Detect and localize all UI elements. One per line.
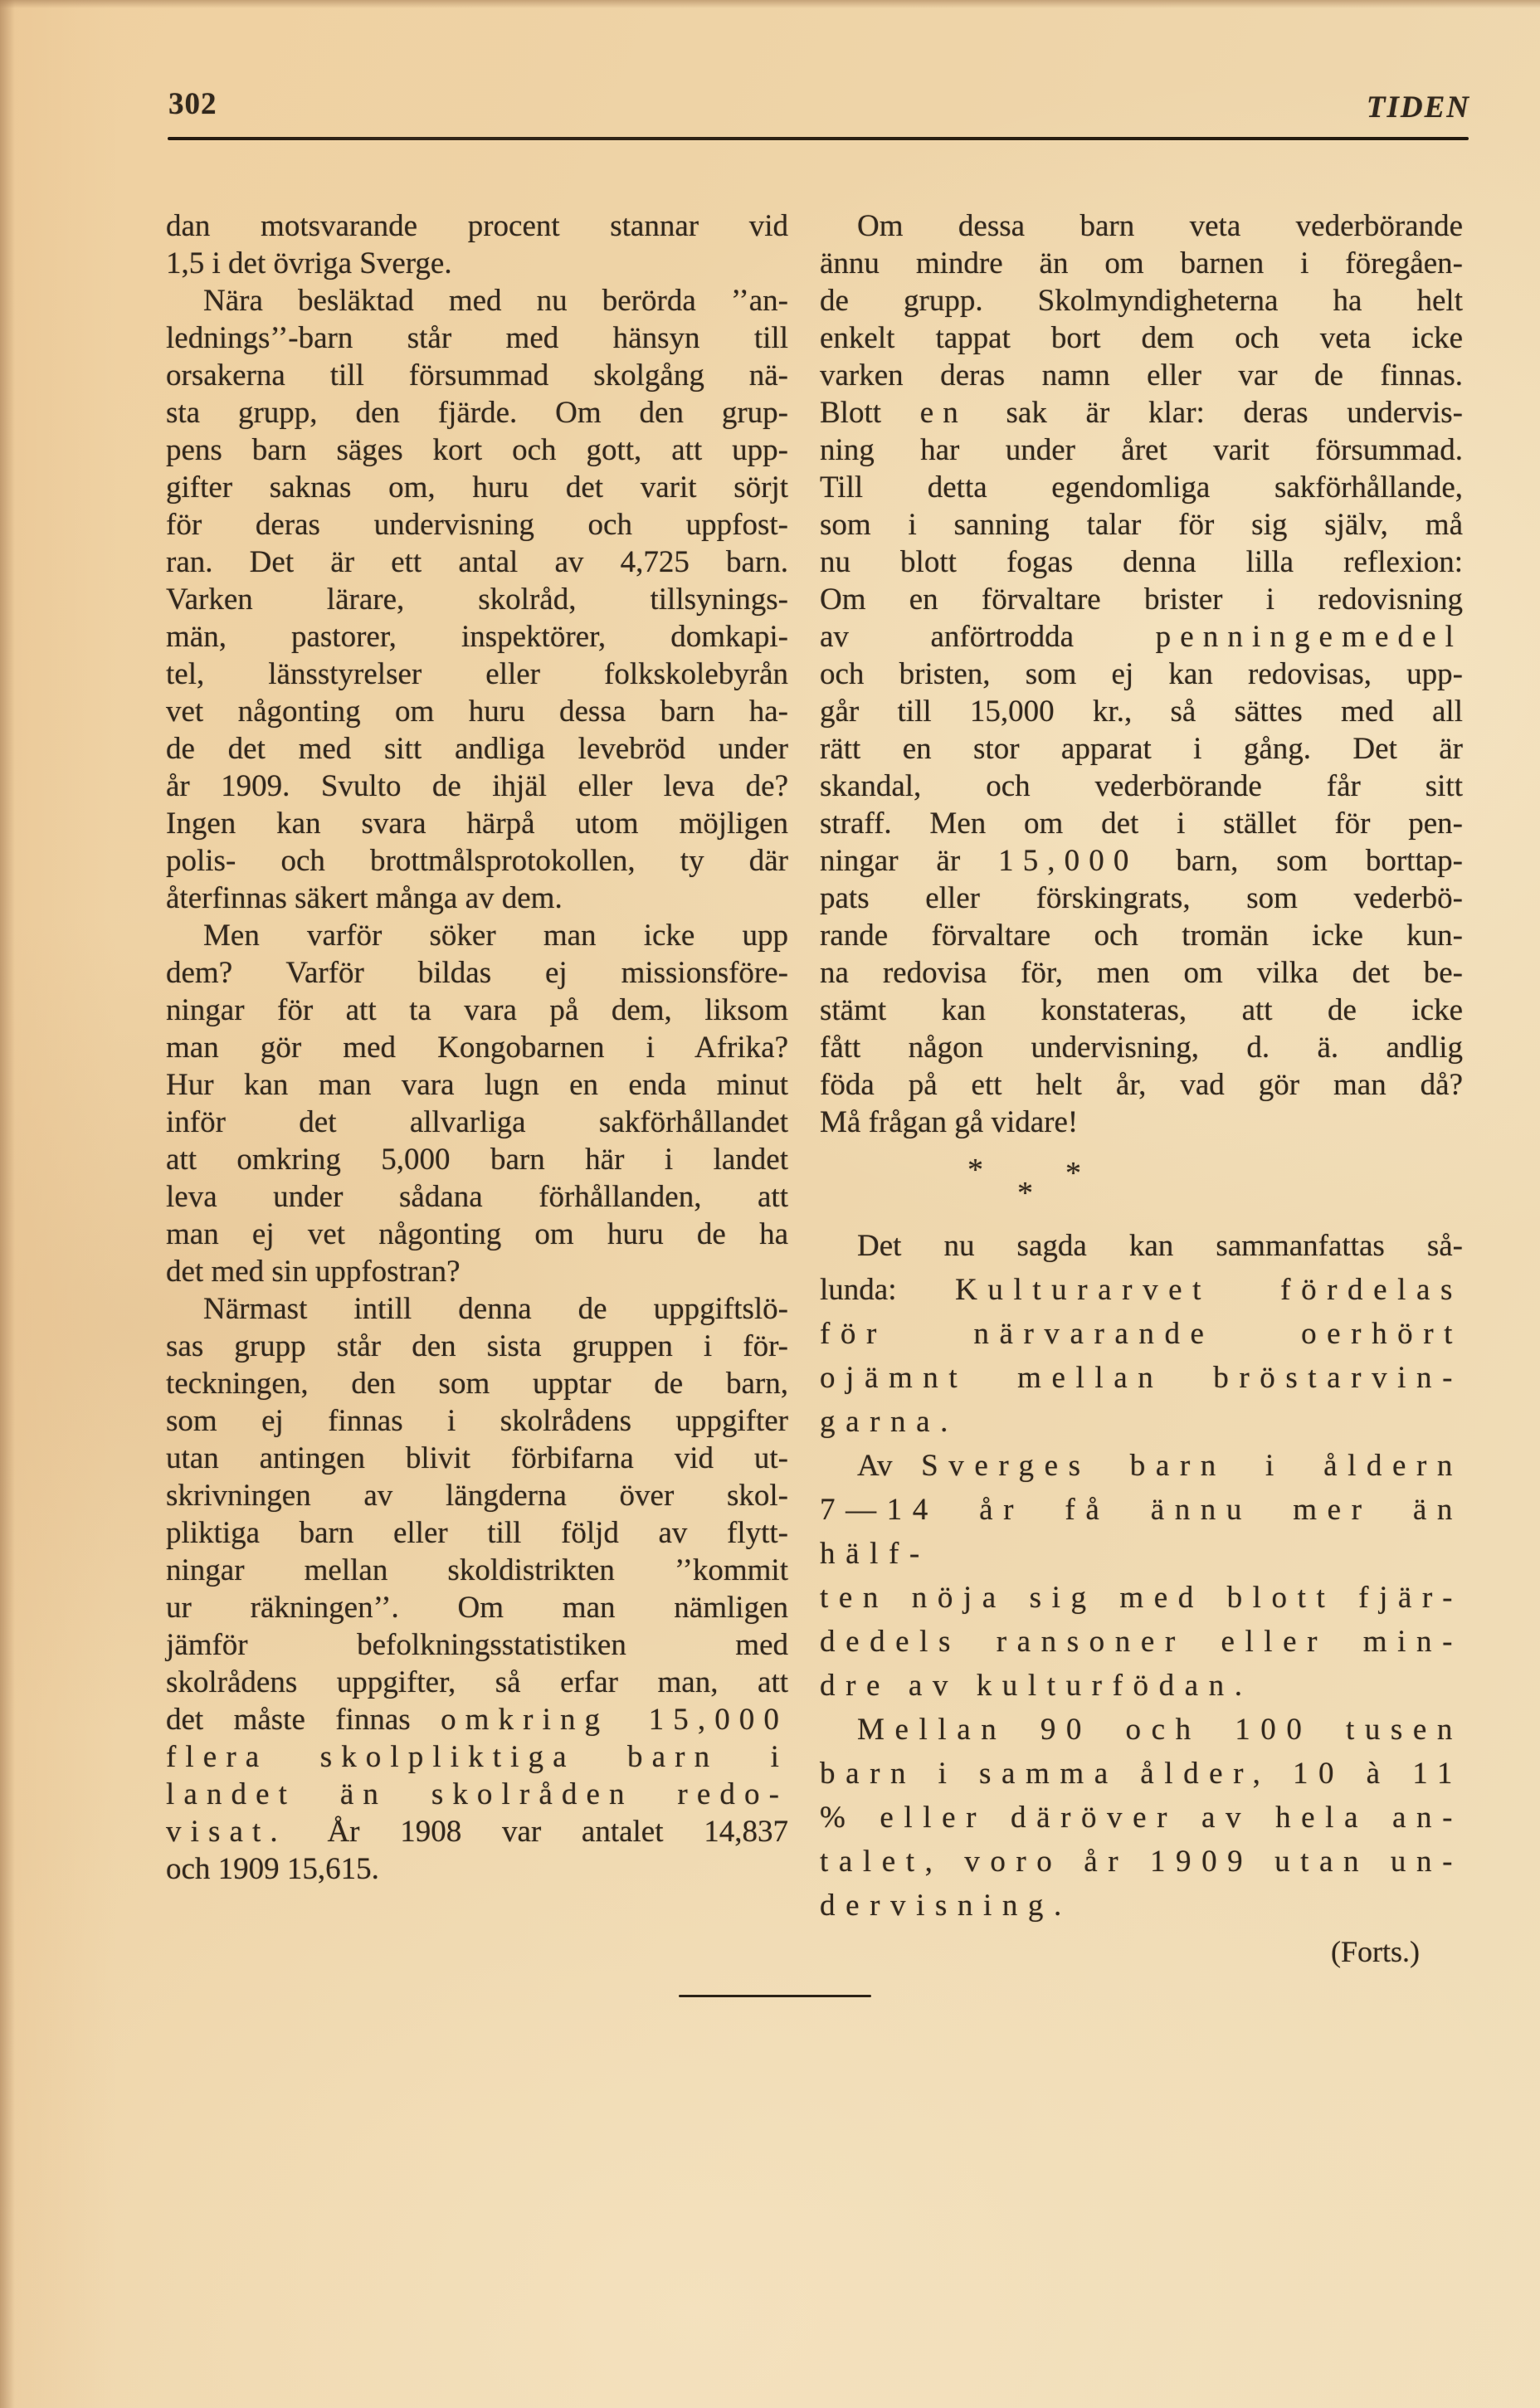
letterspaced-emphasis: barn i samma ålder, 10 à 11 <box>820 1757 1463 1791</box>
paragraph <box>166 1290 788 1888</box>
text-line <box>166 1776 788 1813</box>
text-segment: ur räkningen’’. Om man nämligen <box>166 1591 788 1625</box>
text-segment: lednings’’-barn står med hänsyn till <box>166 321 788 355</box>
text-segment: för deras undervisning och uppfost- <box>166 508 788 542</box>
letterspaced-emphasis: dre av kulturfödan. <box>820 1669 1253 1703</box>
text-segment: Det nu sagda kan sammanfattas så- <box>857 1229 1463 1263</box>
letterspaced-emphasis: Kulturarvet fördelas <box>955 1273 1463 1307</box>
text-segment: stämt kan konstateras, att de icke <box>820 993 1463 1027</box>
text-segment: ran. Det är ett antal av 4,725 barn. <box>166 545 788 579</box>
text-segment: år 1909. Svulto de ihjäl eller leva de? <box>166 769 788 803</box>
letterspaced-emphasis: % eller däröver av hela an- <box>820 1801 1463 1835</box>
text-line <box>166 1402 788 1440</box>
article-end-rule <box>679 1995 871 1997</box>
letterspaced-emphasis: talet, voro år 1909 utan un- <box>820 1845 1463 1879</box>
text-segment: skolrådens uppgifter, så erfar man, att <box>166 1665 788 1699</box>
text-segment: Till detta egendomliga sakförhållande, <box>820 470 1463 505</box>
text-line <box>166 1477 788 1514</box>
text-line <box>166 842 788 880</box>
text-segment: jämför befolkningsstatistiken med <box>166 1628 788 1662</box>
text-line <box>166 431 788 469</box>
text-segment: de grupp. Skolmyndigheterna ha helt <box>820 284 1463 318</box>
text-segment: leva under sådana förhållanden, att <box>166 1180 788 1214</box>
text-segment: dan motsvarande procent stannar vid <box>166 209 788 243</box>
text-line <box>166 1813 788 1850</box>
asterisk-separator <box>820 1141 1463 1224</box>
text-segment: Må frågan gå vidare! <box>820 1105 1079 1139</box>
text-line <box>166 1440 788 1477</box>
text-line <box>166 1626 788 1664</box>
letterspaced-emphasis: penningemedel <box>1155 620 1463 654</box>
letterspaced-emphasis: ten nöja sig med blott fjär- <box>820 1581 1463 1615</box>
text-segment: ningar är <box>820 844 999 878</box>
header-rule <box>168 137 1469 140</box>
text-line <box>820 1029 1463 1066</box>
text-segment: tel, länsstyrelser eller folkskolebyrån <box>166 657 788 691</box>
text-line <box>820 805 1463 842</box>
paragraph <box>166 282 788 917</box>
text-line <box>820 431 1463 469</box>
paragraph <box>820 207 1463 1141</box>
text-line <box>820 693 1463 730</box>
paragraph <box>166 917 788 1290</box>
text-line <box>166 1290 788 1328</box>
text-line <box>820 1752 1463 1796</box>
text-segment: År 1908 var antalet 14,837 <box>286 1815 788 1849</box>
text-segment: skrivningen av längderna över skol- <box>166 1479 788 1513</box>
text-segment: Blott <box>820 396 920 430</box>
text-line <box>166 768 788 805</box>
text-segment: ning har under året varit försummad. <box>820 433 1463 467</box>
paragraph <box>166 207 788 282</box>
letterspaced-emphasis: flera skolpliktiga barn i <box>166 1740 788 1774</box>
text-line <box>166 544 788 581</box>
text-line <box>820 880 1463 917</box>
text-line <box>166 730 788 768</box>
text-line <box>820 917 1463 954</box>
text-segment: föda på ett helt år, vad gör man då? <box>820 1068 1463 1102</box>
text-line <box>166 207 788 245</box>
journal-title: TIDEN <box>1366 90 1470 124</box>
text-segment: män, pastorer, inspektörer, domkapi- <box>166 620 788 654</box>
text-segment: straff. Men om det i stället för pen- <box>820 807 1463 841</box>
text-segment: Av <box>857 1449 922 1483</box>
letterspaced-emphasis: en <box>919 396 967 430</box>
text-line <box>820 1066 1463 1104</box>
text-segment: orsakerna till försummad skolgång nä- <box>166 358 788 392</box>
text-segment: går till 15,000 kr., så sättes med all <box>820 695 1463 729</box>
text-line <box>820 1708 1463 1752</box>
text-line <box>820 1400 1463 1444</box>
asterisk-icon: * <box>1017 1176 1033 1211</box>
letterspaced-emphasis: landet än skolråden redo- <box>166 1777 788 1811</box>
text-line <box>820 1488 1463 1576</box>
text-line <box>166 1514 788 1552</box>
text-segment: lunda: <box>820 1273 956 1307</box>
text-line <box>820 282 1463 319</box>
text-segment: teckningen, den som upptar de barn, <box>166 1367 788 1401</box>
asterisk-icon: * <box>1065 1156 1081 1191</box>
paragraph <box>820 1708 1463 1928</box>
text-line <box>166 1253 788 1290</box>
text-segment: som ej finnas i skolrådens uppgifter <box>166 1404 788 1438</box>
text-segment: Ingen kan svara härpå utom möjligen <box>166 807 788 841</box>
text-segment: Om dessa barn veta vederbörande <box>857 209 1463 243</box>
letterspaced-emphasis: visat. <box>166 1815 287 1849</box>
text-line <box>166 1328 788 1365</box>
text-line <box>166 1029 788 1066</box>
letterspaced-emphasis: Mellan 90 och 100 tusen <box>857 1713 1463 1747</box>
text-line <box>166 282 788 319</box>
text-segment: Nära besläktad med nu berörda ’’an- <box>203 284 788 318</box>
text-line <box>166 1738 788 1776</box>
text-line <box>166 1141 788 1178</box>
text-line <box>820 469 1463 506</box>
text-segment: det måste finnas <box>166 1703 441 1737</box>
text-segment: inför det allvarliga sakförhållandet <box>166 1105 788 1139</box>
text-line <box>166 1850 788 1888</box>
text-line <box>166 581 788 618</box>
text-line <box>166 469 788 506</box>
text-line <box>820 842 1463 880</box>
text-segment: vet någonting om huru dessa barn ha- <box>166 695 788 729</box>
text-line <box>166 954 788 992</box>
text-line <box>820 394 1463 431</box>
text-line <box>166 917 788 954</box>
text-segment: utan antingen blivit förbifarna vid ut- <box>166 1441 788 1475</box>
text-line <box>820 954 1463 992</box>
text-segment: att omkring 5,000 barn här i landet <box>166 1143 788 1177</box>
text-segment: sas grupp står den sista gruppen i för- <box>166 1329 788 1363</box>
page-number: 302 <box>168 87 217 121</box>
text-segment: de det med sitt andliga levebröd under <box>166 732 788 766</box>
text-line <box>820 357 1463 394</box>
text-line <box>820 1664 1463 1708</box>
text-line <box>820 1796 1463 1840</box>
text-line <box>166 656 788 693</box>
text-line <box>166 319 788 357</box>
text-line <box>166 693 788 730</box>
text-line <box>166 394 788 431</box>
paragraph <box>820 1444 1463 1708</box>
text-line <box>820 1884 1463 1928</box>
text-segment: Varken lärare, skolråd, tillsynings- <box>166 583 788 617</box>
text-line <box>820 1224 1463 1268</box>
text-segment: 1,5 i det övriga Sverge. <box>166 246 452 280</box>
letterspaced-emphasis: 15,000 <box>998 844 1138 878</box>
text-segment: som i sanning talar för sig själv, må <box>820 508 1463 542</box>
text-line <box>820 581 1463 618</box>
text-segment: ningar för att ta vara på dem, liksom <box>166 993 788 1027</box>
text-line <box>166 880 788 917</box>
letterspaced-emphasis: Sverges barn i åldern <box>921 1449 1463 1483</box>
text-line <box>166 1365 788 1402</box>
text-segment: fått någon undervisning, d. ä. andlig <box>820 1031 1463 1065</box>
text-segment: återfinnas säkert många av dem. <box>166 881 563 915</box>
text-line <box>820 992 1463 1029</box>
text-segment: rätt en stor apparat i gång. Det är <box>820 732 1463 766</box>
text-segment: och 1909 15,615. <box>166 1852 379 1886</box>
text-line <box>166 805 788 842</box>
text-line <box>820 1268 1463 1312</box>
text-segment: sta grupp, den fjärde. Om den grup- <box>166 396 788 430</box>
text-line <box>166 1664 788 1701</box>
asterisk-icon: * <box>967 1153 983 1187</box>
text-line <box>166 618 788 656</box>
text-segment: rande förvaltare och tromän icke kun- <box>820 919 1463 953</box>
text-segment: varken deras namn eller var de finnas. <box>820 358 1463 392</box>
text-line <box>166 506 788 544</box>
text-segment: ännu mindre än om barnen i föregåen- <box>820 246 1463 280</box>
text-segment: pats eller förskingrats, som vederbö- <box>820 881 1463 915</box>
text-line <box>166 1589 788 1626</box>
text-line <box>820 1104 1463 1141</box>
text-segment: av anförtrodda <box>820 620 1156 654</box>
text-line <box>820 1312 1463 1356</box>
letterspaced-emphasis: dervisning. <box>820 1889 1072 1923</box>
text-line <box>166 245 788 282</box>
text-segment: gifter saknas om, huru det varit sörjt <box>166 470 788 505</box>
text-line <box>820 730 1463 768</box>
text-line <box>166 992 788 1029</box>
text-line <box>166 1104 788 1141</box>
text-segment: na redovisa för, men om vilka det be- <box>820 956 1463 990</box>
letterspaced-emphasis: dedels ransoner eller min- <box>820 1625 1463 1659</box>
text-column-right <box>820 207 1463 1971</box>
text-segment: polis- och brottmålsprotokollen, ty där <box>166 844 788 878</box>
text-segment: nu blott fogas denna lilla reflexion: <box>820 545 1463 579</box>
continuation-marker: (Forts.) <box>1331 1935 1420 1968</box>
text-line <box>166 1178 788 1216</box>
text-line <box>820 656 1463 693</box>
text-segment: sak är klar: deras undervis- <box>967 396 1463 430</box>
text-line <box>820 618 1463 656</box>
text-segment: skandal, och vederbörande får sitt <box>820 769 1463 803</box>
text-line <box>820 207 1463 245</box>
text-line <box>820 544 1463 581</box>
letterspaced-emphasis: 7—14 år få ännu mer än hälf- <box>820 1493 1463 1571</box>
text-line <box>820 1576 1463 1620</box>
text-line <box>820 245 1463 282</box>
text-line <box>820 319 1463 357</box>
text-line <box>166 1552 788 1589</box>
text-segment: Men varför söker man icke upp <box>203 919 788 953</box>
text-line <box>820 506 1463 544</box>
text-segment: och bristen, som ej kan redovisas, upp- <box>820 657 1463 691</box>
text-line <box>820 1356 1463 1400</box>
text-segment: man gör med Kongobarnen i Afrika? <box>166 1031 788 1065</box>
text-line <box>820 1840 1463 1884</box>
text-segment: dem? Varför bildas ej missionsföre- <box>166 956 788 990</box>
text-segment: pliktiga barn eller till följd av flytt- <box>166 1516 788 1550</box>
text-segment: Hur kan man vara lugn en enda minut <box>166 1068 788 1102</box>
letterspaced-emphasis: för närvarande oerhört <box>820 1317 1463 1351</box>
text-line <box>166 1701 788 1738</box>
text-segment: det med sin uppfostran? <box>166 1255 461 1289</box>
letterspaced-emphasis: garna. <box>820 1405 958 1439</box>
text-segment: man ej vet någonting om huru de ha <box>166 1217 788 1251</box>
text-segment: Om en förvaltare brister i redovisning <box>820 583 1463 617</box>
text-column-left <box>166 207 788 1888</box>
text-segment: pens barn säges kort och gott, att upp- <box>166 433 788 467</box>
letterspaced-emphasis: ojämnt mellan bröstarvin- <box>820 1361 1463 1395</box>
text-segment: ningar mellan skoldistrikten ’’kommit <box>166 1553 788 1587</box>
paragraph <box>820 1224 1463 1444</box>
text-segment: Närmast intill denna de uppgiftslö- <box>203 1292 788 1326</box>
text-line <box>820 1444 1463 1488</box>
text-segment: barn, som borttap- <box>1138 844 1463 878</box>
text-line <box>166 357 788 394</box>
text-line <box>166 1216 788 1253</box>
text-segment: enkelt tappat bort dem och veta icke <box>820 321 1463 355</box>
text-line <box>820 1620 1463 1664</box>
letterspaced-emphasis: omkring 15,000 <box>441 1703 788 1737</box>
text-line <box>820 768 1463 805</box>
text-line <box>166 1066 788 1104</box>
